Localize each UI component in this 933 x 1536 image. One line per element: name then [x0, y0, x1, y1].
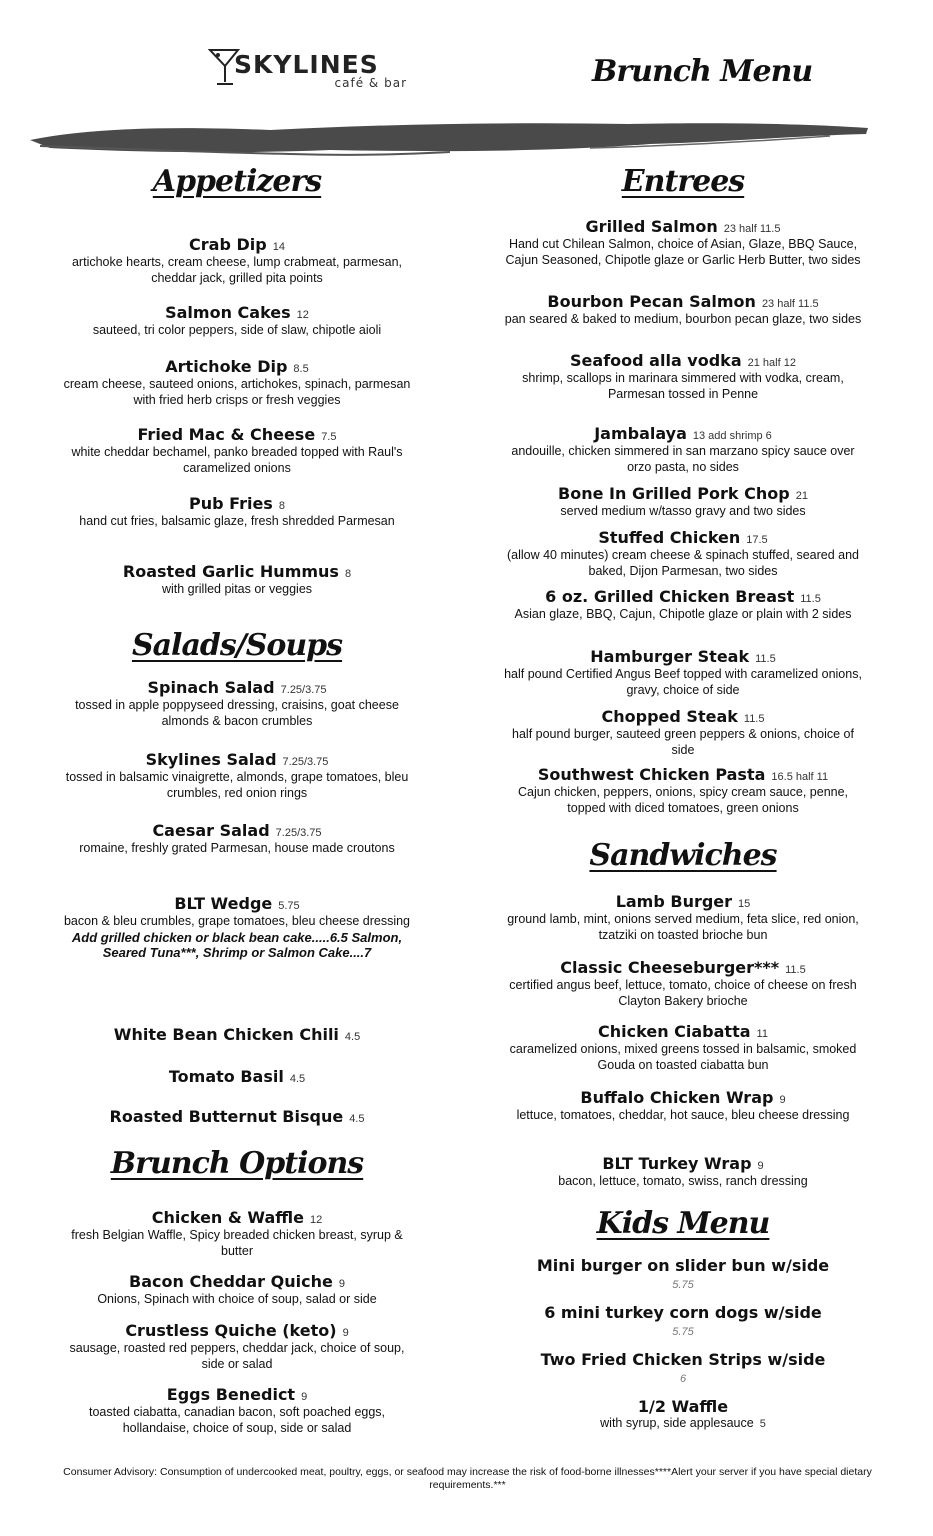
- section-brunch-options: Brunch Options: [110, 1146, 364, 1181]
- kids-item: [500, 1303, 866, 1338]
- item-price: 23 half 11.5: [723, 223, 781, 235]
- item-desc: shrimp, scallops in marinara simmered with vodka, cream, Parmesan tossed in Penne: [522, 371, 844, 401]
- section-salads-soups: Salads/Soups: [131, 628, 343, 663]
- section-kids-menu: Kids Menu: [596, 1206, 770, 1241]
- menu-item: [62, 1025, 412, 1045]
- item-price: 14: [272, 241, 285, 253]
- item-name: Roasted Garlic Hummus: [122, 562, 339, 581]
- item-name: Chopped Steak: [601, 707, 738, 726]
- item-price: 4.5: [289, 1073, 306, 1085]
- item-price: 13 add shrimp 6: [692, 430, 772, 442]
- item-desc: (allow 40 minutes) cream cheese & spinach stuffed, seared and baked, Dijon Parmesan, two sides: [506, 548, 860, 578]
- item-price: 5.75: [278, 900, 300, 912]
- item-price: 9: [757, 1160, 764, 1172]
- item-desc: with syrup, side applesauce: [600, 1416, 754, 1430]
- item-name: BLT Wedge: [174, 894, 273, 913]
- item-price: 9: [342, 1327, 349, 1339]
- item-name: Roasted Butternut Bisque: [109, 1107, 344, 1126]
- right-column: [500, 0, 866, 1460]
- menu-item: [62, 1321, 412, 1372]
- item-name: Tomato Basil: [168, 1067, 284, 1086]
- item-desc: hand cut fries, balsamic glaze, fresh shredded Parmesan: [79, 514, 395, 528]
- item-price: 5.75: [672, 1326, 694, 1338]
- menu-title: Brunch Menu: [592, 54, 813, 89]
- item-price: 11.5: [785, 964, 806, 976]
- section-sandwiches: Sandwiches: [589, 838, 777, 873]
- item-name: Mini burger on slider bun w/side: [536, 1256, 830, 1275]
- item-name: Skylines Salad: [145, 750, 277, 769]
- item-name: Spinach Salad: [147, 678, 275, 697]
- item-price: 4.5: [349, 1113, 365, 1125]
- item-price: 7.5: [321, 431, 337, 443]
- menu-item: [500, 958, 866, 1009]
- item-desc: Asian glaze, BBQ, Cajun, Chipotle glaze or plain with 2 sides: [514, 607, 852, 621]
- item-name: Chicken Ciabatta: [598, 1022, 751, 1041]
- item-price: 11.5: [755, 653, 776, 665]
- item-desc: half pound burger, sauteed green peppers & onions, choice of side: [512, 727, 854, 757]
- item-name: Lamb Burger: [615, 892, 733, 911]
- item-price: 11: [756, 1028, 768, 1040]
- menu-item: [500, 892, 866, 943]
- menu-item: [500, 1154, 866, 1190]
- menu-item: [500, 292, 866, 328]
- item-price: 23 half 11.5: [761, 298, 819, 310]
- item-desc: white cheddar bechamel, panko breaded topped with Raul's caramelized onions: [71, 445, 403, 475]
- item-price: 12: [296, 309, 309, 321]
- item-price: 5: [759, 1418, 766, 1430]
- menu-item: [62, 425, 412, 476]
- menu-item: [62, 303, 412, 339]
- item-name: Grilled Salmon: [585, 217, 718, 236]
- menu-item: [62, 494, 412, 530]
- item-name: Southwest Chicken Pasta: [537, 765, 766, 784]
- menu-item: [500, 424, 866, 475]
- menu-item: [62, 1385, 412, 1436]
- item-name: Classic Cheeseburger***: [560, 958, 780, 977]
- item-desc: Onions, Spinach with choice of soup, salad or side: [97, 1292, 377, 1306]
- item-price: 9: [301, 1391, 308, 1403]
- left-column: [62, 0, 412, 1460]
- item-desc: served medium w/tasso gravy and two sides: [560, 504, 806, 518]
- item-name: BLT Turkey Wrap: [602, 1154, 752, 1173]
- item-desc: ground lamb, mint, onions served medium, feta slice, red onion, tzatziki on toasted brioche bun: [507, 912, 859, 942]
- item-name: Salmon Cakes: [165, 303, 291, 322]
- item-name: Buffalo Chicken Wrap: [580, 1088, 774, 1107]
- item-name: Eggs Benedict: [166, 1385, 296, 1404]
- item-price: 21 half 12: [747, 357, 796, 369]
- item-price: 15: [738, 898, 751, 910]
- add-protein-note: Add grilled chicken or black bean cake.....6.5 Salmon, Seared Tuna***, Shrimp or Salmon Cake....7: [71, 929, 403, 960]
- item-name: Caesar Salad: [152, 821, 270, 840]
- item-desc: with grilled pitas or veggies: [161, 582, 313, 596]
- menu-item: [62, 678, 412, 729]
- kids-item: [500, 1256, 866, 1291]
- item-desc: andouille, chicken simmered in san marzano spicy sauce over orzo pasta, no sides: [511, 444, 855, 474]
- item-desc: caramelized onions, mixed greens tossed in balsamic, smoked Gouda on toasted ciabatta bun: [509, 1042, 857, 1072]
- item-name: Fried Mac & Cheese: [137, 425, 316, 444]
- item-name: 6 mini turkey corn dogs w/side: [544, 1303, 822, 1322]
- item-price: 8.5: [293, 363, 309, 375]
- item-name: Two Fried Chicken Strips w/side: [540, 1350, 826, 1369]
- menu-item: [62, 894, 412, 961]
- item-name: 6 oz. Grilled Chicken Breast: [545, 587, 795, 606]
- item-price: 9: [338, 1278, 345, 1290]
- menu-item: [500, 217, 866, 268]
- item-name: Chicken & Waffle: [151, 1208, 304, 1227]
- item-price: 17.5: [746, 534, 768, 546]
- item-price: 11.5: [800, 593, 821, 605]
- menu-item: [62, 235, 412, 286]
- item-name: Hamburger Steak: [590, 647, 750, 666]
- menu-item: [500, 707, 866, 758]
- menu-item: [500, 765, 866, 816]
- menu-item: [500, 1088, 866, 1124]
- item-desc: bacon, lettuce, tomato, swiss, ranch dressing: [558, 1174, 808, 1188]
- menu-item: [62, 1208, 412, 1259]
- item-name: Crustless Quiche (keto): [125, 1321, 337, 1340]
- item-desc: sauteed, tri color peppers, side of slaw, chipotle aioli: [92, 323, 382, 337]
- consumer-advisory: Consumer Advisory: Consumption of undercooked meat, poultry, eggs, or seafood may increase the risk of food-borne illnesses****Alert your server if you have special dietary requirements.***: [63, 1466, 872, 1491]
- item-name: Jambalaya: [594, 424, 687, 443]
- kids-item: [500, 1350, 866, 1385]
- item-desc: sausage, roasted red peppers, cheddar jack, choice of soup, side or salad: [69, 1341, 405, 1371]
- menu-item: [62, 357, 412, 408]
- item-desc: Hand cut Chilean Salmon, choice of Asian, Glaze, BBQ Sauce, Cajun Seasoned, Chipotle glaze or Garlic Herb Butter, two sides: [505, 237, 861, 267]
- item-desc: romaine, freshly grated Parmesan, house made croutons: [79, 841, 395, 855]
- item-price: 7.25/3.75: [280, 684, 327, 696]
- menu-item: [62, 1107, 412, 1127]
- menu-item: [62, 1272, 412, 1308]
- item-desc: fresh Belgian Waffle, Spicy breaded chicken breast, syrup & butter: [71, 1228, 403, 1258]
- item-desc: tossed in apple poppyseed dressing, craisins, goat cheese almonds & bacon crumbles: [75, 698, 399, 728]
- item-price: 4.5: [344, 1031, 361, 1043]
- menu-item: [500, 1022, 866, 1073]
- item-desc: lettuce, tomatoes, cheddar, hot sauce, bleu cheese dressing: [516, 1108, 850, 1122]
- item-price: 6: [679, 1373, 687, 1385]
- item-price: 8: [344, 568, 352, 580]
- logo-subtext: café & bar: [334, 76, 407, 90]
- item-name: Bone In Grilled Pork Chop: [558, 484, 790, 503]
- item-name: White Bean Chicken Chili: [113, 1025, 339, 1044]
- item-name: Artichoke Dip: [165, 357, 288, 376]
- menu-item: [500, 484, 866, 520]
- item-price: 9: [779, 1094, 786, 1106]
- menu-item: [500, 528, 866, 579]
- item-name: Bourbon Pecan Salmon: [547, 292, 756, 311]
- menu-item: [62, 562, 412, 598]
- menu-item: [500, 587, 866, 623]
- item-desc: bacon & bleu crumbles, grape tomatoes, bleu cheese dressing: [63, 914, 411, 928]
- item-price: 16.5 half 11: [771, 771, 829, 783]
- item-desc: artichoke hearts, cream cheese, lump crabmeat, parmesan, cheddar jack, grilled pita points: [71, 255, 402, 285]
- menu-item: [500, 351, 866, 402]
- item-name: Bacon Cheddar Quiche: [129, 1272, 333, 1291]
- item-price: 7.25/3.75: [275, 827, 322, 839]
- item-name: Seafood alla vodka: [570, 351, 742, 370]
- item-price: 21: [795, 490, 808, 502]
- item-desc: Cajun chicken, peppers, onions, spicy cream sauce, penne, topped with diced tomatoes, green onions: [517, 785, 849, 815]
- item-desc: cream cheese, sauteed onions, artichokes, spinach, parmesan with fried herb crisps or fresh veggies: [63, 377, 411, 407]
- section-entrees: Entrees: [621, 164, 745, 199]
- item-desc: toasted ciabatta, canadian bacon, soft poached eggs, hollandaise, choice of soup, side or salad: [88, 1405, 386, 1435]
- section-appetizers: Appetizers: [152, 164, 322, 199]
- menu-item: [62, 821, 412, 857]
- menu-item: [62, 1067, 412, 1087]
- item-price: 12: [309, 1214, 323, 1226]
- item-price: 7.25/3.75: [282, 756, 329, 768]
- menu-item: [62, 750, 412, 801]
- logo-text: SKYLINES: [234, 50, 379, 79]
- item-name: Crab Dip: [189, 235, 267, 254]
- menu-item: [500, 647, 866, 698]
- item-price: 11.5: [743, 713, 765, 725]
- item-name: Pub Fries: [189, 494, 273, 513]
- item-desc: pan seared & baked to medium, bourbon pecan glaze, two sides: [504, 312, 862, 326]
- kids-item: [500, 1397, 866, 1433]
- item-price: 5.75: [672, 1279, 694, 1291]
- item-desc: half pound Certified Angus Beef topped with caramelized onions, gravy, choice of side: [504, 667, 862, 697]
- item-name: Stuffed Chicken: [598, 528, 741, 547]
- item-desc: certified angus beef, lettuce, tomato, choice of cheese on fresh Clayton Bakery brioche: [509, 978, 857, 1008]
- item-name: 1/2 Waffle: [637, 1397, 729, 1416]
- item-price: 8: [278, 500, 285, 512]
- item-desc: tossed in balsamic vinaigrette, almonds, grape tomatoes, bleu crumbles, red onion rings: [65, 770, 409, 800]
